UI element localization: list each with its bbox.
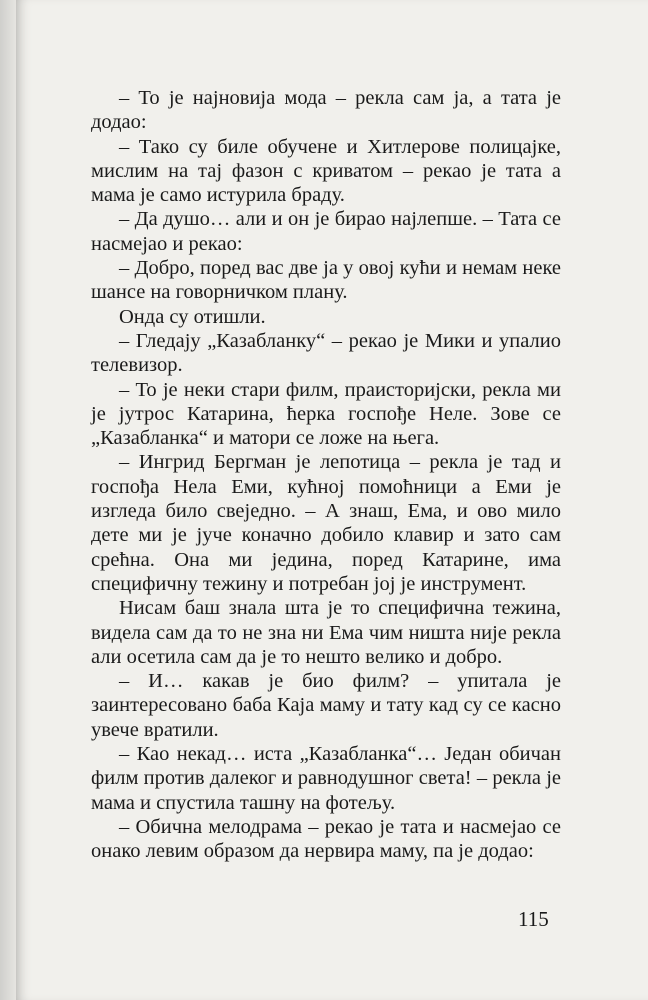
paragraph: – Као некад… иста „Казабланка“… Један обичан филм против далеког и равнодушног света! – рекла је мама и спустила ташну на фотељу. [91,743,561,814]
paragraph: – То је најновија мода – рекла сам ја, а тата је додао: [91,87,561,134]
binding-gutter [0,0,16,1000]
paragraph: Онда су отишли. [119,305,266,328]
page-number: 115 [518,907,549,931]
paragraph: – Тако су биле обучене и Хитлерове полицајке, мислим на тај фазон с криватом – рекао је тата а мама је само истурила браду. [91,135,561,207]
paragraph: – Да душо… али и он је бирао најлепше. – Тата се насмејао и рекао: [91,208,561,255]
body-text [91,86,561,864]
paragraph: – То је неки стари филм, праисторијски, рекла ми је јутрос Катарина, ћерка госпође Неле. Зове се „Казабланка“ и матори се ложе на њега. [91,378,561,450]
paragraph: – Ингрид Бергман је лепотица – рекла је тад и госпођа Нела Еми, кућној помоћници а Еми је изгледа било свеједно. – А знаш, Ема, и ово мило дете ми је јуче коначно добило клавир и зато сам срећна. Она ми једина, поред Катарине, има специфичну тежину и потребан јој је инструмент. [91,451,561,595]
paragraph: – Добро, поред вас две ја у овој кући и немам неке шансе на говорничком плану. [91,257,561,304]
paragraph: – Обична мелодрама – рекао је тата и насмејао се онако левим образом да нервира маму, па је додао: [91,815,561,863]
paragraph: – Гледају „Казабланку“ – рекао је Мики и упалио телевизор. [91,329,561,377]
paragraph: Нисам баш знала шта је то специфична тежина, видела сам да то не зна ни Ема чим ништа није рекла али осетила сам да је то нешто велико и добро. [91,597,561,668]
paragraph: – И… какав је био филм? – упитала је заинтересовано баба Каја маму и тату кад су се касно увече вратили. [91,670,561,741]
